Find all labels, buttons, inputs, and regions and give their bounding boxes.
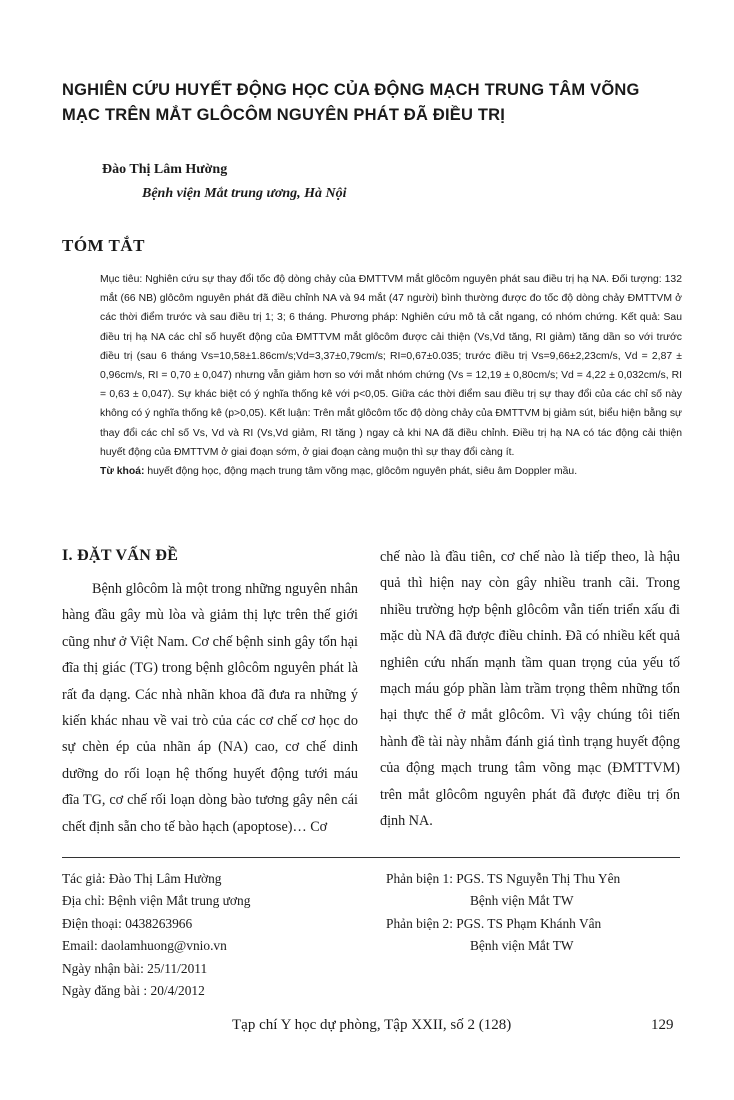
reviewer-1-org: Bệnh viện Mắt TW (470, 893, 574, 909)
reviewer-info (386, 868, 620, 958)
body-column-right (380, 544, 680, 834)
reviewer-2: Phản biện 2: PGS. TS Phạm Khánh Vân (386, 915, 602, 931)
title-line-2: MẠC TRÊN MẮT GLÔCÔM NGUYÊN PHÁT ĐÃ ĐIỀU TRỊ (62, 106, 506, 124)
author-line: Tác giả: Đào Thị Lâm Hường (62, 871, 222, 886)
author-info (62, 868, 250, 1002)
intro-paragraph-right: chế nào là đầu tiên, cơ chế nào là tiếp theo, là hậu quả thì hiện nay còn gây nhiều tranh cãi. Trong nhiều trường hợp bệnh glôcôm vẫn tiến triển xấu đi mặc dù NA đã được điều chỉnh. Đã có nhiều kết quả nghiên cứu nhấn mạnh tầm quan trọng của yếu tố mạch máu góp phần làm trầm trọng thêm những tổn hại thực thể ở mắt glôcôm. Vì vậy chúng tôi tiến hành đề tài này nhằm đánh giá tình trạng huyết động của động mạch trung tâm võng mạc (ĐMTTVM) trên mắt glôcôm nguyên phát đã được điều trị ổn định NA. (380, 549, 680, 830)
article-title (62, 78, 702, 128)
body-column-left (62, 576, 358, 840)
address-line: Địa chỉ: Bệnh viện Mắt trung ương (62, 893, 251, 909)
journal-footer: Tạp chí Y học dự phòng, Tập XXII, số 2 (128) (232, 1017, 512, 1033)
published-date: Ngày đăng bài : 20/4/2012 (62, 983, 205, 999)
keywords (100, 462, 682, 481)
footnote-divider (62, 857, 680, 858)
reviewer-2-org: Bệnh viện Mắt TW (470, 938, 574, 954)
email-line: Email: daolamhuong@vnio.vn (62, 938, 227, 954)
page-number: 129 (651, 1017, 674, 1033)
author-affiliation: Bệnh viện Mắt trung ương, Hà Nội (142, 186, 347, 201)
keywords-text: huyết động học, động mạch trung tâm võng mạc, glôcôm nguyên phát, siêu âm Doppler mầu. (144, 466, 578, 478)
abstract (100, 270, 682, 481)
intro-paragraph-left: Bệnh glôcôm là một trong những nguyên nhân hàng đầu gây mù lòa và giảm thị lực trên thế giới cũng như ở Việt Nam. Cơ chế bệnh sinh gây tổn hại đĩa thị giác (TG) trong bệnh glôcôm nguyên phát là rất đa dạng. Các nhà nhãn khoa đã đưa ra những ý kiến khác nhau về vai trò của các cơ chế cơ học do sự chèn ép của nhãn áp (NA) cao, cơ chế dinh dưỡng do rối loạn hệ thống huyết động tưới máu đĩa TG, cơ chế rối loạn dòng bào tương gây nên cái chết định sẵn cho tế bào hạch (apoptose)… Cơ (62, 581, 358, 835)
phone-line: Điện thoại: 0438263966 (62, 915, 193, 931)
keywords-label: Từ khoá: (100, 466, 145, 478)
author-name: Đào Thị Lâm Hường (102, 162, 228, 177)
summary-heading: TÓM TẮT (62, 236, 146, 255)
abstract-body: Mục tiêu: Nghiên cứu sự thay đổi tốc độ dòng chảy của ĐMTTVM mắt glôcôm nguyên phát sau điều trị hạ NA. Đối tượng: 132 mắt (66 NB) glôcôm nguyên phát đã điều chỉnh NA và 94 mắt (47 người) bình thường được đo tốc độ dòng chảy ĐMTTVM ở các thời điểm trước và sau điều trị 1; 3; 6 tháng. Phương pháp: Nghiên cứu mô tả cắt ngang, có nhóm chứng. Kết quả: Sau điều trị hạ NA các chỉ số huyết động của ĐMTTVM mắt glôcôm được cải thiện (Vs,Vd tăng, RI giảm) tăng dần so với trước điều trị (sau 6 tháng Vs=10,58±1.86cm/s;Vd=3,37±0,79cm/s; RI=0,67±0.035; trước điều trị Vs=9,66±2,23cm/s, Vd = 2,87 ± 0,96cm/s, RI = 0,70 ± 0,047) nhưng vẫn giảm hơn so với mắt nhóm chứng (Vs = 12,19 ± 0,80cm/s; Vd = 4,22 ± 0,032cm/s, RI = 0,63 ± 0,047). Sự khác biệt có ý nghĩa thống kê với p<0,05. Giữa các thời điểm sau điều trị sự thay đổi của các chỉ số này không có ý nghĩa thống kê (p>0,05). Kết luận: Trên mắt glôcôm tốc độ dòng chảy của ĐMTTVM bị giảm sút, biểu hiện bằng sự thay đổi các chỉ số Vs, Vd và RI (Vs,Vd giảm, RI tăng ) ngay cả khi NA đã điều chỉnh. Điều trị hạ NA có tác động cải thiện huyết động của ĐMTTVM ở giai đoạn sớm, ở giai đoạn càng muộn thì sự thay đổi càng ít. (100, 274, 682, 458)
title-line-1: NGHIÊN CỨU HUYẾT ĐỘNG HỌC CỦA ĐỘNG MẠCH TRUNG TÂM VÕNG (62, 81, 640, 99)
reviewer-1: Phản biện 1: PGS. TS Nguyễn Thị Thu Yên (386, 871, 621, 886)
section-heading: I. ĐẶT VẤN ĐỀ (62, 547, 179, 564)
received-date: Ngày nhận bài: 25/11/2011 (62, 960, 208, 976)
